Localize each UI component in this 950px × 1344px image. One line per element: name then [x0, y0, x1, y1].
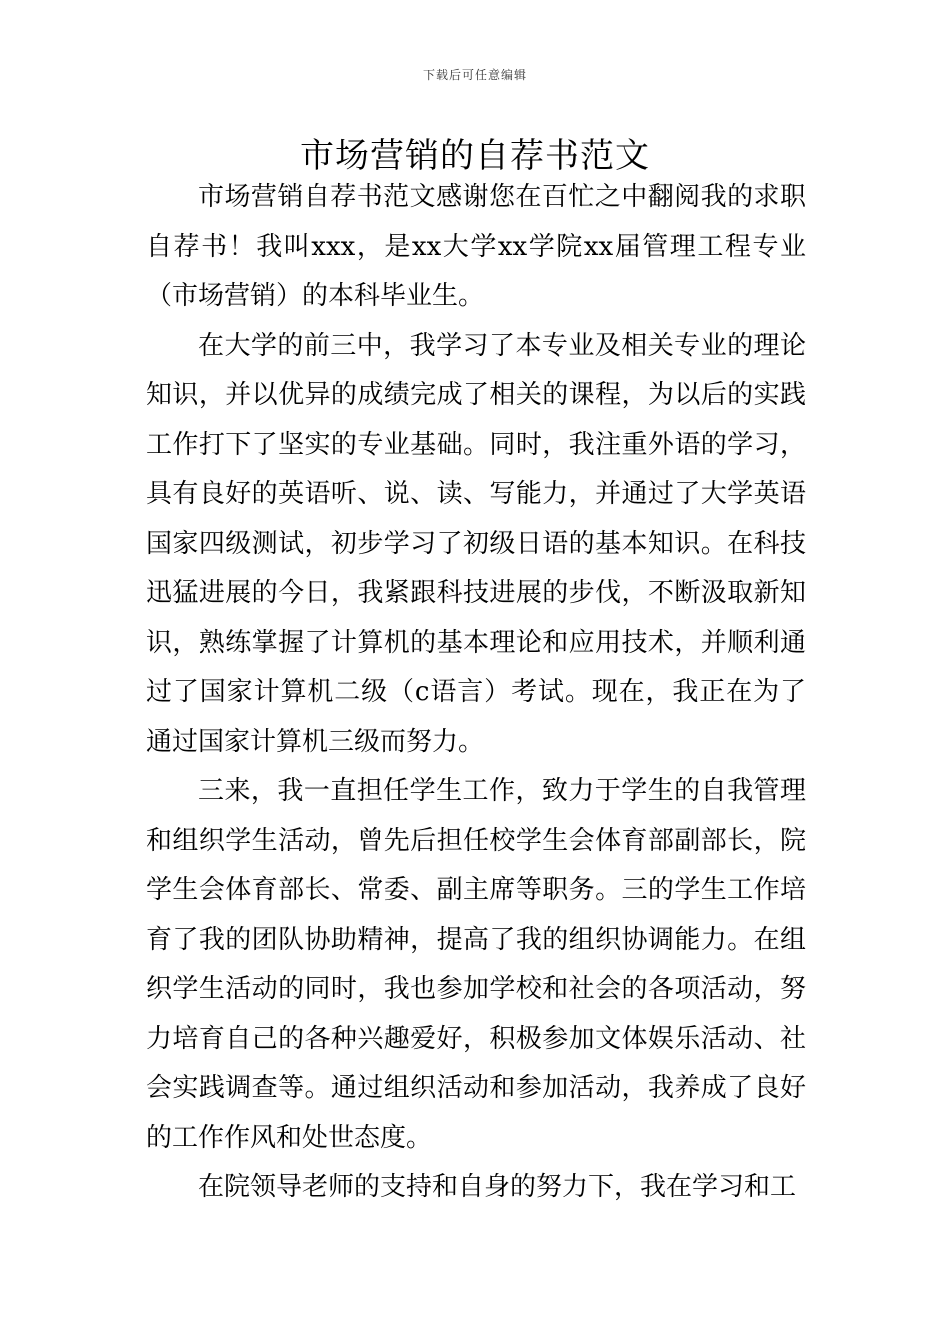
document-body — [146, 173, 806, 1213]
paragraph: 市场营销自荐书范文感谢您在百忙之中翻阅我的求职自荐书！我叫xxx，是xx大学xx学院xx届管理工程专业（市场营销）的本科毕业生。 — [146, 182, 806, 311]
paragraph: 三来，我一直担任学生工作，致力于学生的自我管理和组织学生活动，曾先后担任校学生会体育部副部长，院学生会体育部长、常委、副主席等职务。三的学生工作培育了我的团队协助精神，提高了我的组织协调能力。在组织学生活动的同时，我也参加学校和社会的各项活动，努力培育自己的各种兴趣爱好，积极参加文体娱乐活动、社会实践调查等。通过组织活动和参加活动，我养成了良好的工作作风和处世态度。 — [146, 776, 806, 1153]
paragraph: 在院领导老师的支持和自身的努力下，我在学习和工 — [198, 1172, 797, 1202]
header-note: 下载后可任意编辑 — [422, 68, 527, 82]
document-title: 市场营销的自荐书范文 — [300, 136, 650, 176]
paragraph: 在大学的前三中，我学习了本专业及相关专业的理论知识，并以优异的成绩完成了相关的课程，为以后的实践工作打下了坚实的专业基础。同时，我注重外语的学习，具有良好的英语听、说、读、写能力，并通过了大学英语国家四级测试，初步学习了初级日语的基本知识。在科技迅猛进展的今日，我紧跟科技进展的步伐，不断汲取新知识，熟练掌握了计算机的基本理论和应用技术，并顺利通过了国家计算机二级（c语言）考试。现在，我正在为了通过国家计算机三级而努力。 — [146, 330, 806, 757]
